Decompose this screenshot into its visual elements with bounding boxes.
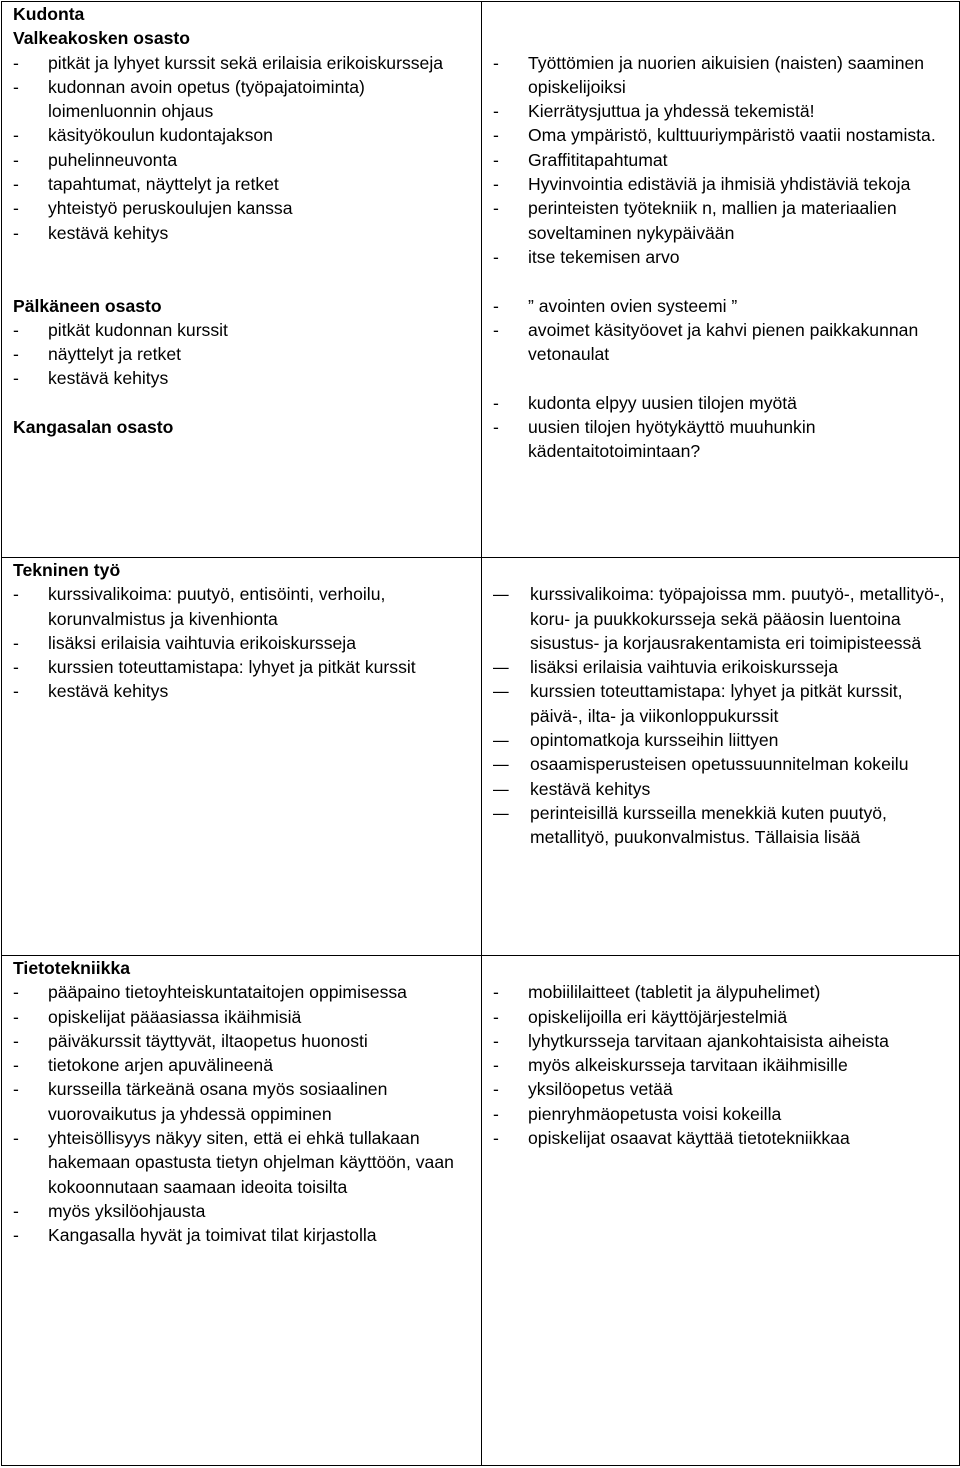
list-item: - puhelinneuvonta xyxy=(13,148,475,172)
list-item: - myös yksilöohjausta xyxy=(13,1199,475,1223)
list-item: - perinteisten työtekniik n, mallien ja materiaalien soveltaminen nykypäivään xyxy=(493,196,953,245)
section-title: Tekninen työ xyxy=(13,560,121,580)
cell-kudonta-left xyxy=(2,2,482,558)
list-item: - päiväkurssit täyttyvät, iltaopetus huonosti xyxy=(13,1029,475,1053)
list-item: - pääpaino tietoyhteiskuntataitojen oppimisessa xyxy=(13,980,475,1004)
list xyxy=(493,391,953,464)
subsection-title: Kangasalan osasto xyxy=(13,417,174,438)
list-item: - lisäksi erilaisia vaihtuvia erikoiskursseja xyxy=(13,631,475,655)
document-table xyxy=(1,1,960,1466)
list xyxy=(13,980,475,1247)
list xyxy=(13,582,475,703)
list-item: - yhteisöllisyys näkyy siten, että ei ehkä tullakaan hakemaan opastusta tietyn ohjelman käyttöön, vaan kokoonnutaan saamaan ideoita toisilta xyxy=(13,1126,475,1199)
section-title: Tietotekniikka xyxy=(13,958,131,978)
cell-tekninen-left xyxy=(2,558,482,956)
list-item: - avoimet käsityöovet ja kahvi pienen paikkakunnan vetonaulat xyxy=(493,318,953,367)
list-item: - kestävä kehitys xyxy=(13,366,475,390)
list-item: - Hyvinvointia edistäviä ja ihmisiä yhdistäviä tekoja xyxy=(493,172,953,196)
cell-kudonta-right xyxy=(482,2,960,558)
list-item: – osaamisperusteisen opetussuunnitelman kokeilu xyxy=(493,752,953,776)
list-item: - kestävä kehitys xyxy=(13,221,475,245)
list-item: - opiskelijat osaavat käyttää tietotekniikkaa xyxy=(493,1126,953,1150)
list-item: - pitkät ja lyhyet kurssit sekä erilaisia erikoiskursseja xyxy=(13,51,475,75)
cell-tekninen-right xyxy=(482,558,960,956)
section-title: Kudonta xyxy=(13,4,85,24)
list-item: - käsityökoulun kudontajakson xyxy=(13,123,475,147)
list-item: - mobiililaitteet (tabletit ja älypuhelimet) xyxy=(493,980,953,1004)
list xyxy=(493,51,953,270)
list-item: - opiskelijat pääasiassa ikäihmisiä xyxy=(13,1005,475,1029)
list-item: - yhteistyö peruskoulujen kanssa xyxy=(13,196,475,220)
list xyxy=(493,980,953,1150)
list-item: - kudonnan avoin opetus (työpajatoiminta) loimenluonnin ohjaus xyxy=(13,75,475,124)
list-item: - kudonta elpyy uusien tilojen myötä xyxy=(493,391,953,415)
list xyxy=(493,294,953,367)
list xyxy=(13,51,475,245)
subsection-title: Pälkäneen osasto xyxy=(13,295,162,316)
cell-tietotekniikka-left xyxy=(2,956,482,1466)
table-row xyxy=(2,956,960,1466)
table-row xyxy=(2,2,960,558)
list-item: - ” avointen ovien systeemi ” xyxy=(493,294,953,318)
list-item: - tietokone arjen apuvälineenä xyxy=(13,1053,475,1077)
list xyxy=(13,318,475,391)
list-item: - tapahtumat, näyttelyt ja retket xyxy=(13,172,475,196)
list-item: - pienryhmäopetusta voisi kokeilla xyxy=(493,1102,953,1126)
list-item: – lisäksi erilaisia vaihtuvia erikoiskursseja xyxy=(493,655,953,679)
list-item: - Oma ympäristö, kulttuuriympäristö vaatii nostamista. xyxy=(493,123,953,147)
list-item: – perinteisillä kursseilla menekkiä kuten puutyö, metallityö, puukonvalmistus. Tällaisia lisää xyxy=(493,801,953,850)
list-item: - Kangasalla hyvät ja toimivat tilat kirjastolla xyxy=(13,1223,475,1247)
list-item: - opiskelijoilla eri käyttöjärjestelmiä xyxy=(493,1005,953,1029)
list-item: - kurssien toteuttamistapa: lyhyet ja pitkät kurssit xyxy=(13,655,475,679)
list-item: – opintomatkoja kursseihin liittyen xyxy=(493,728,953,752)
list-item: - yksilöopetus vetää xyxy=(493,1077,953,1101)
list-item: - kursseilla tärkeänä osana myös sosiaalinen vuorovaikutus ja yhdessä oppiminen xyxy=(13,1077,475,1126)
list-item: – kurssivalikoima: työpajoissa mm. puutyö-, metallityö-, koru- ja puukkokursseja sekä pääosin luentoina sisustus- ja korjausrakentamista eri toimipisteessä xyxy=(493,582,953,655)
list-item: – kurssien toteuttamistapa: lyhyet ja pitkät kurssit, päivä-, ilta- ja viikonloppukurssit xyxy=(493,679,953,728)
list-item: - Työttömien ja nuorien aikuisien (naisten) saaminen opiskelijoiksi xyxy=(493,51,953,100)
list-item: - Kierrätysjuttua ja yhdessä tekemistä! xyxy=(493,99,953,123)
table-row xyxy=(2,558,960,956)
list xyxy=(493,582,953,849)
list-item: – kestävä kehitys xyxy=(493,777,953,801)
list-item: - pitkät kudonnan kurssit xyxy=(13,318,475,342)
subsection-title: Valkeakosken osasto xyxy=(13,28,191,49)
cell-tietotekniikka-right xyxy=(482,956,960,1466)
list-item: - kurssivalikoima: puutyö, entisöinti, verhoilu, korunvalmistus ja kivenhionta xyxy=(13,582,475,631)
list-item: - uusien tilojen hyötykäyttö muuhunkin kädentaitotoimintaan? xyxy=(493,415,953,464)
list-item: - näyttelyt ja retket xyxy=(13,342,475,366)
list-item: - kestävä kehitys xyxy=(13,679,475,703)
list-item: - Graffititapahtumat xyxy=(493,148,953,172)
list-item: - itse tekemisen arvo xyxy=(493,245,953,269)
list-item: - myös alkeiskursseja tarvitaan ikäihmisille xyxy=(493,1053,953,1077)
list-item: - lyhytkursseja tarvitaan ajankohtaisista aiheista xyxy=(493,1029,953,1053)
